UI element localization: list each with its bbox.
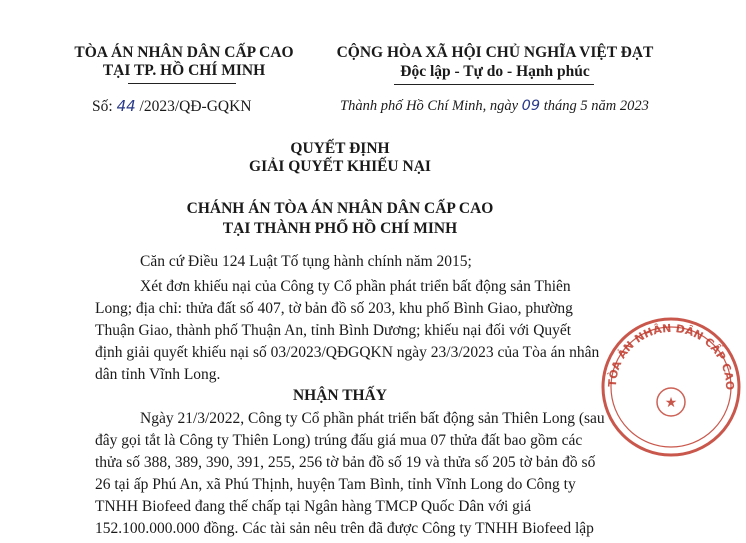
national-motto: Độc lập - Tự do - Hạnh phúc (400, 63, 590, 80)
section-heading: NHẬN THẤY (292, 387, 387, 404)
court-name: TÒA ÁN NHÂN DÂN CẤP CAO (74, 44, 294, 61)
court-city: TẠI TP. HỒ CHÍ MINH (102, 62, 266, 79)
consider-line: định giải quyết khiếu nại số 03/2023/QĐGQKN ngày 23/3/2023 của Tòa án nhân (95, 344, 600, 361)
finding-line: Ngày 21/3/2022, Công ty Cổ phần phát triển bất động sản Thiên Long (sau (140, 410, 605, 427)
place-date (340, 98, 649, 115)
finding-line: 26 tại ấp Phú An, xã Phú Thịnh, huyện Tam Bình, tỉnh Vĩnh Long do Công ty (95, 476, 576, 493)
consider-line: dân tỉnh Vĩnh Long. (95, 366, 221, 383)
court-seal-stamp (596, 312, 746, 462)
issuer-line-2: TẠI THÀNH PHỐ HỒ CHÍ MINH (222, 220, 458, 237)
number-handwritten: 44 (116, 97, 136, 115)
date-suffix: tháng 5 năm 2023 (543, 98, 649, 114)
finding-line: thửa số 388, 389, 390, 391, 255, 256 tờ bản đồ số 19 và thửa số 205 tờ bản đồ số (95, 454, 596, 471)
finding-line: 152.100.000.000 đồng. Các tài sản nêu trên đã được Công ty TNHH Biofeed lập (95, 520, 594, 537)
decision-title: QUYẾT ĐỊNH (290, 140, 390, 157)
date-prefix: Thành phố Hồ Chí Minh, ngày (340, 98, 519, 114)
svg-text:TÒA ÁN NHÂN DÂN CẤP CAO (606, 322, 736, 390)
consider-line: Thuận Giao, thành phố Thuận An, tỉnh Bình Dương; khiếu nại đối với Quyết (95, 322, 572, 339)
number-suffix: /2023/QĐ-GQKN (139, 98, 252, 115)
finding-line: TNHH Biofeed đang thế chấp tại Ngân hàng TMCP Quốc Dân với giá (95, 498, 532, 515)
court-underline (128, 83, 236, 84)
motto-underline (394, 84, 594, 85)
finding-line: đây gọi tắt là Công ty Thiên Long) trúng đấu giá mua 07 thửa đất bao gồm các (95, 432, 583, 449)
seal-star-icon: ★ (664, 396, 678, 411)
consider-line: Long; địa chỉ: thửa đất số 407, tờ bản đồ số 203, khu phố Bình Giao, phường (95, 300, 573, 317)
republic-name: CỘNG HÒA XÃ HỘI CHỦ NGHĨA VIỆT ĐẠT (336, 44, 654, 61)
date-day-handwritten: 09 (521, 98, 541, 114)
basis-paragraph: Căn cứ Điều 124 Luật Tố tụng hành chính năm 2015; (140, 253, 472, 270)
decision-number (92, 97, 251, 116)
consider-line: Xét đơn khiếu nại của Công ty Cổ phần phát triển bất động sản Thiên (140, 278, 571, 295)
seal-text: TÒA ÁN NHÂN DÂN CẤP CAO (605, 321, 737, 391)
number-prefix: Số: (92, 98, 113, 115)
issuer-line-1: CHÁNH ÁN TÒA ÁN NHÂN DÂN CẤP CAO (186, 200, 494, 217)
decision-subtitle: GIẢI QUYẾT KHIẾU NẠI (249, 158, 431, 175)
